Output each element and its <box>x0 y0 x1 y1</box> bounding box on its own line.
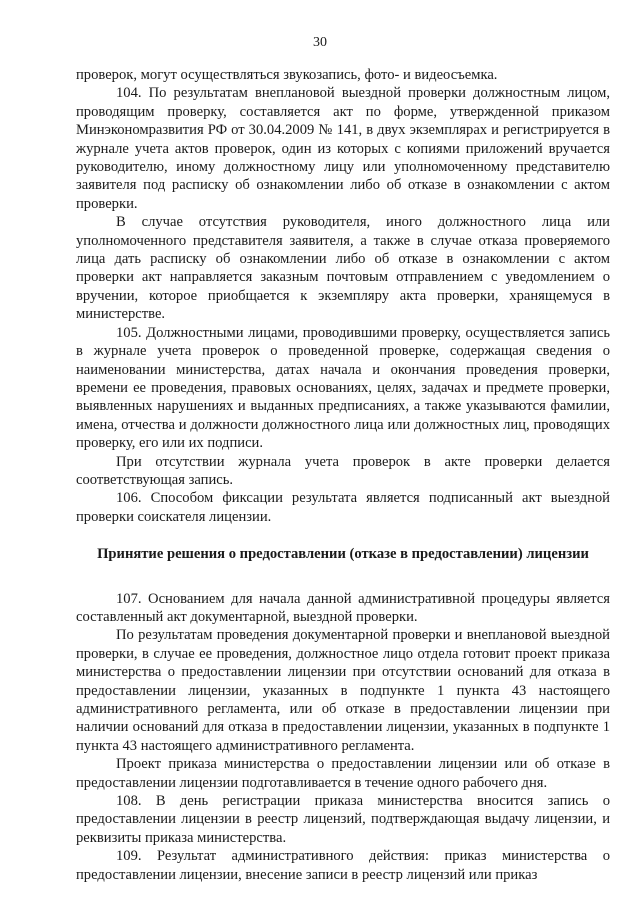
paragraph: При отсутствии журнала учета проверок в акте проверки делается соответствующая запись. <box>76 453 610 488</box>
paragraph-106: 106. Способом фиксации результата является подписанный акт выездной проверки соискателя лицензии. <box>76 490 610 525</box>
clause-number: 109. <box>116 848 142 865</box>
paragraph: В случае отсутствия руководителя, иного должностного лица или уполномоченного представителя заявителя, а также в случае отказа проверяемого лица дать расписку об ознакомлении либо об отказе в ознакомлении с актом проверки акт направляется заказным почтовым отправлением с уведомлением о вручении, которое приобщается к экземпляру акта проверки, хранящемуся в министерстве. <box>76 214 610 323</box>
paragraph: Проект приказа министерства о предоставлении лицензии или об отказе в предоставлении лицензии подготавливается в течение одного рабочего дня. <box>76 756 610 791</box>
document-body <box>76 66 610 884</box>
paragraph-104: 104. По результатам внеплановой выездной проверки должностным лицом, проводящим проверку, составляется акт по форме, утвержденной приказом Минэкономразвития РФ от 30.04.2009 № 141, в двух экземплярах и регистрируется в журнале учета актов проверок, один из которых с копиями приложений вручается руководителю, иному должностному лицу или уполномоченному представителю заявителя под расписку об ознакомлении либо об отказе в ознакомлении с актом проверки. <box>76 85 610 212</box>
clause-number: 105. <box>116 324 142 341</box>
clause-number: 107. <box>116 590 142 607</box>
clause-number: 106. <box>116 490 142 507</box>
paragraph: По результатам проведения документарной проверки и внеплановой выездной проверки, в случае ее проведения, должностное лицо отдела готовит проект приказа министерства о предоставлении лицензии при отсутствии оснований для отказа в предоставлении лицензии, указанных в подпункте 1 пункта 43 настоящего административного регламента, или об отказе в предоставлении лицензии при наличии оснований для отказа в предоставлении лицензии, указанных в подпункте 1 пункта 43 настоящего административного регламента. <box>76 627 610 754</box>
paragraph-109: 109. Результат административного действия: приказ министерства о предоставлении лицензии, внесение записи в реестр лицензий или приказ <box>76 848 610 883</box>
clause-number: 104. <box>116 85 142 102</box>
page-number: 30 <box>313 35 327 50</box>
paragraph: проверок, могут осуществляться звукозапись, фото- и видеосъемка. <box>76 67 498 83</box>
section-heading: Принятие решения о предоставлении (отказе в предоставлении) лицензии <box>97 546 589 563</box>
paragraph-105: 105. Должностными лицами, проводившими проверку, осуществляется запись в журнале учета проверок о проведенной проверке, содержащая сведения о наименовании министерства, датах начала и окончания проведения проверки, времени ее проведения, правовых основаниях, целях, задачах и предмете проверки, выявленных нарушениях и выданных предписаниях, а также указываются фамилии, имена, отчества и должности должностного лица или должностных лиц, проводящих проверку, его или их подписи. <box>76 324 610 452</box>
paragraph-107: 107. Основанием для начала данной административной процедуры является составленный акт документарной, выездной проверки. <box>76 590 610 625</box>
paragraph-108: 108. В день регистрации приказа министерства вносится запись о предоставлении лицензии в реестр лицензий, подтверждающая выдачу лицензии, и реквизиты приказа министерства. <box>76 793 610 846</box>
clause-number: 108. <box>116 793 142 810</box>
